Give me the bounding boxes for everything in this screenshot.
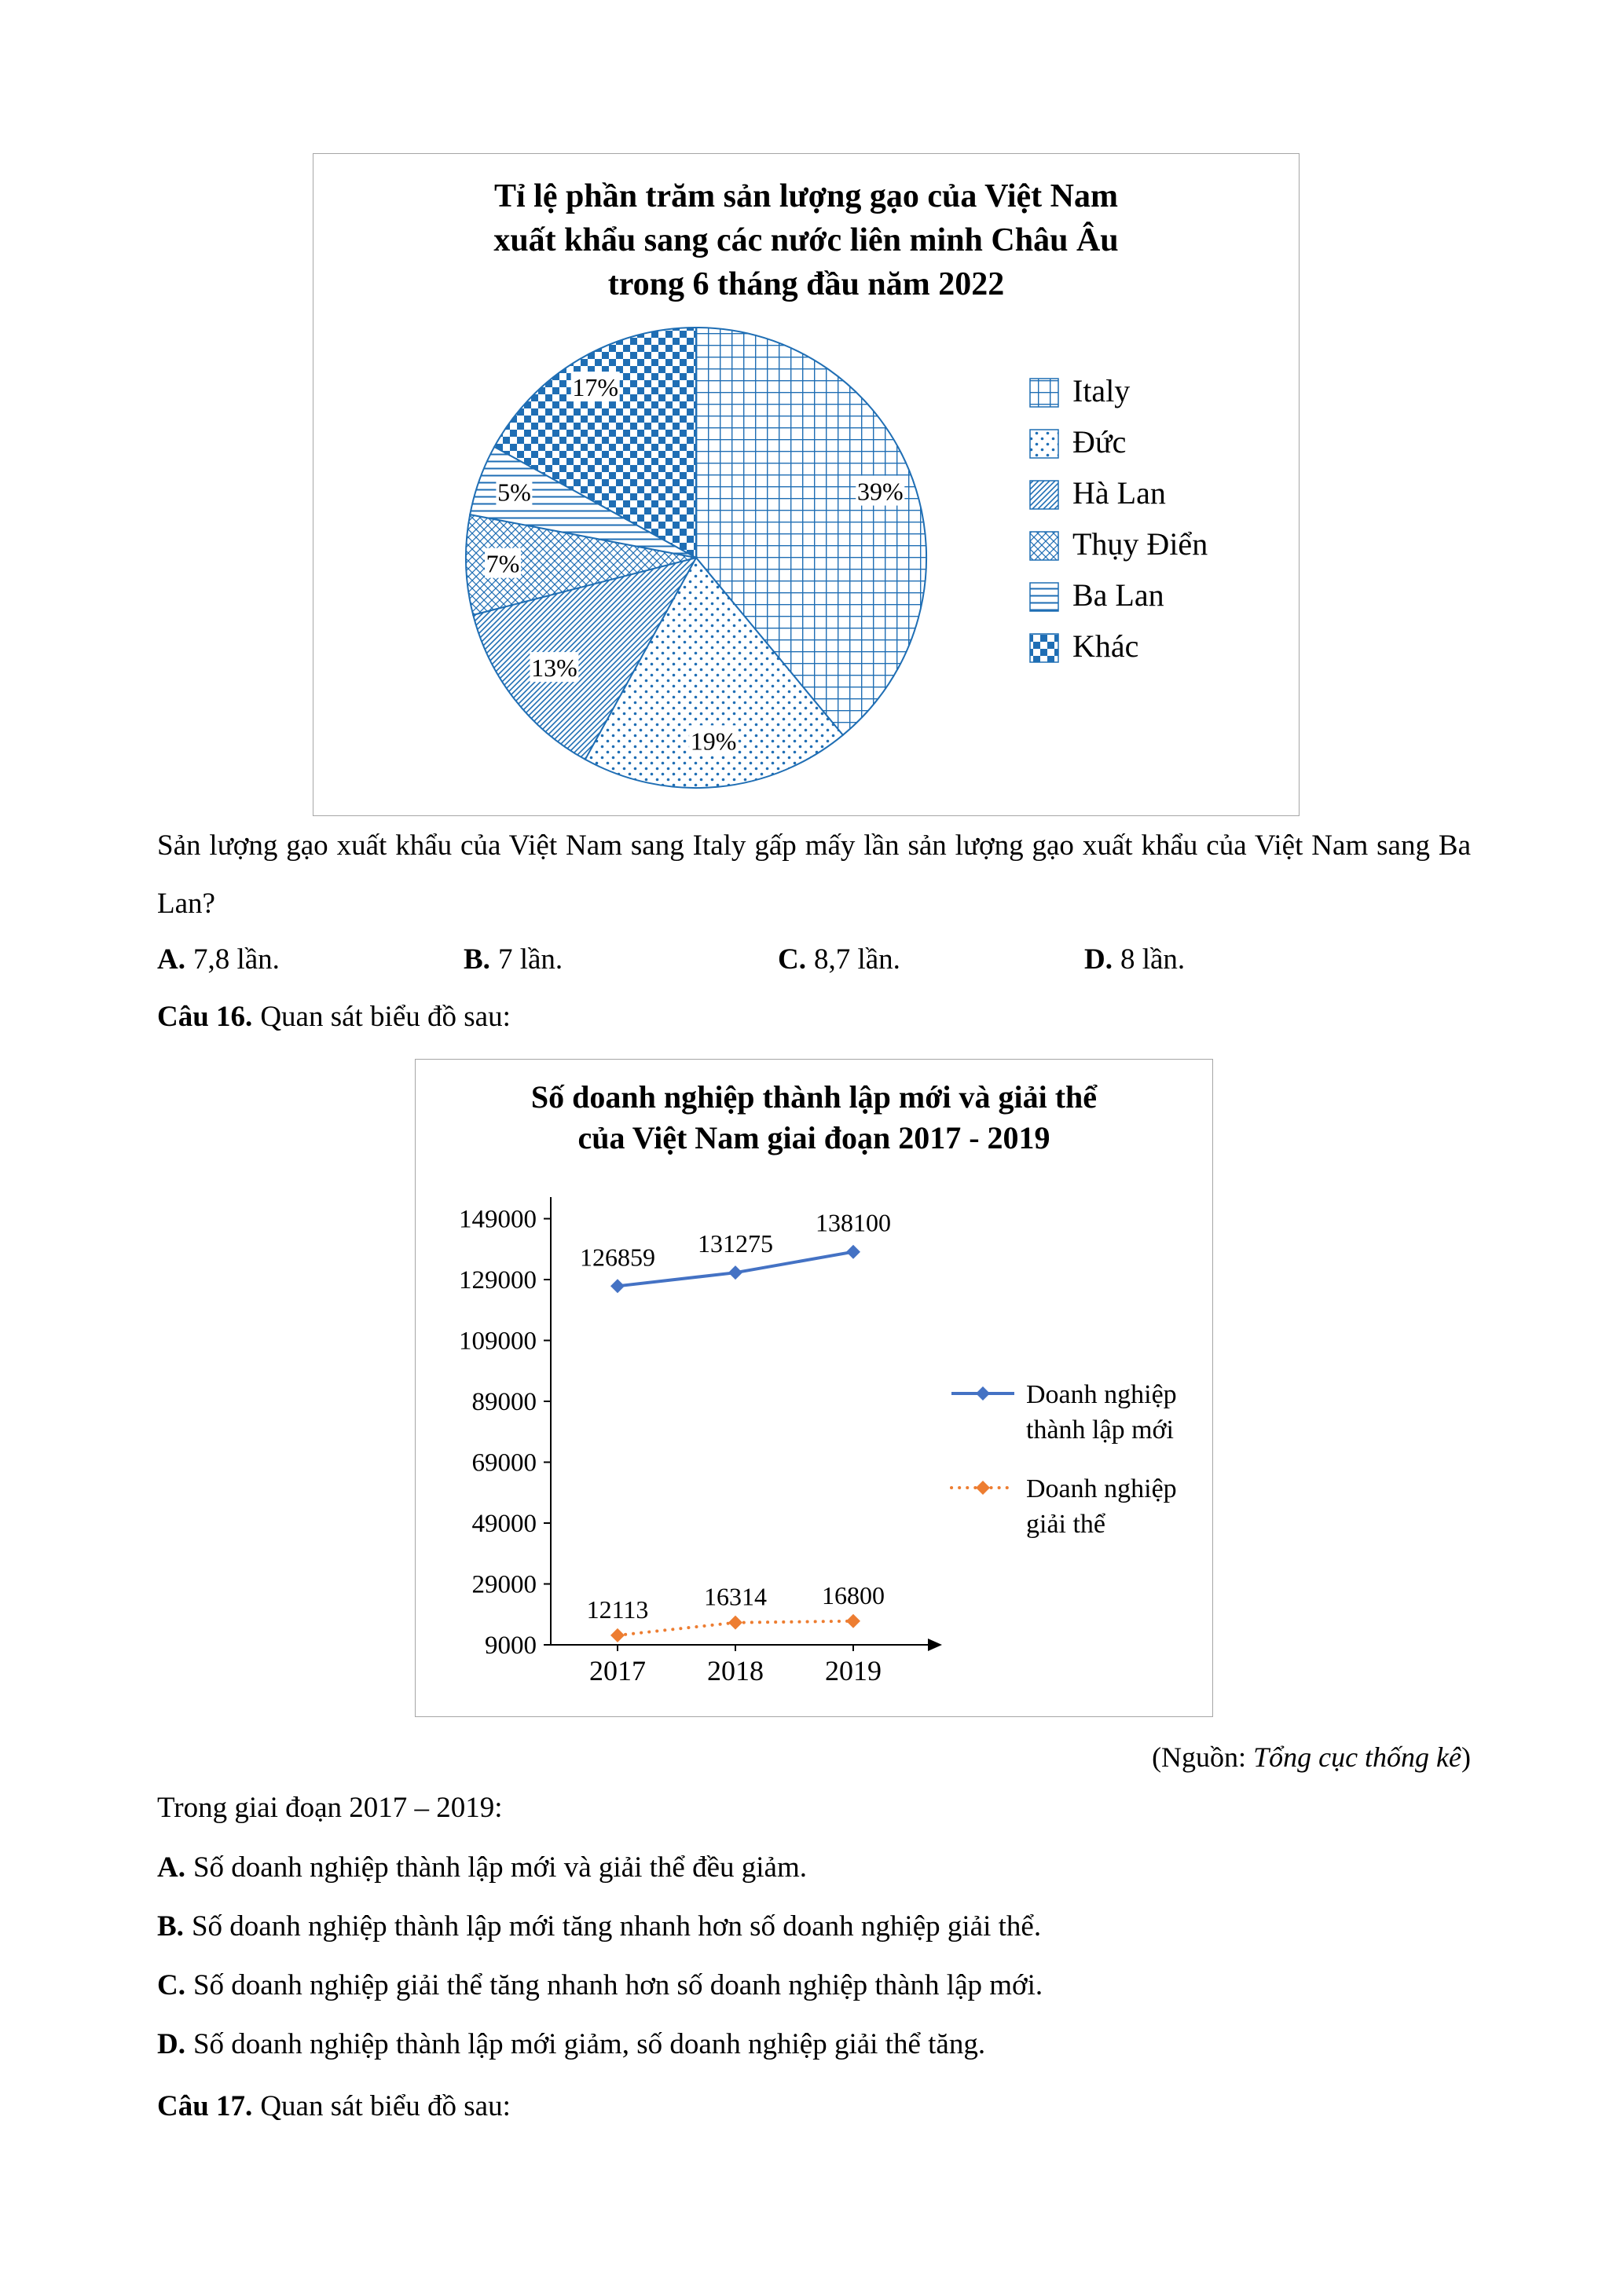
marker-diamond-icon — [610, 1279, 625, 1293]
question-instruction: Quan sát biểu đồ sau: — [260, 2090, 511, 2122]
pie-percent-label: 5% — [497, 478, 531, 507]
option-label: B. — [157, 1910, 184, 1943]
pie-chart-svg — [319, 309, 1293, 812]
pie-legend-item — [1030, 424, 1126, 460]
question-instruction: Quan sát biểu đồ sau: — [260, 1001, 511, 1033]
legend-label: Đức — [1072, 424, 1127, 460]
x-axis-arrow-icon — [928, 1639, 942, 1651]
y-tick-label: 89000 — [471, 1388, 537, 1416]
option-b — [157, 1897, 1493, 1956]
pie-chart — [313, 309, 1299, 816]
data-value-label: 16314 — [704, 1582, 767, 1611]
pie-chart-title — [313, 174, 1299, 306]
pie-title-line: Tỉ lệ phần trăm sản lượng gạo của Việt Nam — [493, 178, 1118, 214]
legend-label: Doanh nghiệp — [1026, 1474, 1177, 1503]
option-a — [157, 931, 280, 989]
option-label: C. — [778, 943, 806, 976]
pie-percent-label: 17% — [572, 373, 619, 402]
marker-diamond-icon — [846, 1614, 860, 1628]
option-text: 8,7 lần. — [813, 943, 900, 976]
question-number: Câu 17. — [157, 2090, 253, 2122]
pie-percent-label: 19% — [690, 727, 737, 756]
legend-label: Italy — [1072, 373, 1131, 408]
series-dissolved-enterprises — [587, 1581, 885, 1642]
source-prefix: (Nguồn: — [1152, 1741, 1254, 1773]
data-value-label: 138100 — [816, 1208, 891, 1237]
marker-diamond-icon — [610, 1628, 625, 1642]
legend-swatch-grid-icon — [1030, 379, 1058, 407]
option-text: Số doanh nghiệp thành lập mới tăng nhanh hơn số doanh nghiệp giải thể. — [191, 1910, 1042, 1943]
pie-legend-item — [1030, 373, 1130, 408]
option-text: 7,8 lần. — [192, 943, 280, 976]
option-a — [157, 1838, 1493, 1897]
marker-diamond-icon — [728, 1616, 742, 1630]
option-text: Số doanh nghiệp thành lập mới giảm, số doanh nghiệp giải thể tăng. — [192, 2028, 986, 2060]
option-label: D. — [157, 2028, 185, 2060]
data-value-label: 126859 — [580, 1243, 655, 1272]
legend-swatch-diag-icon — [1030, 481, 1058, 509]
pie-title-line: trong 6 tháng đầu năm 2022 — [607, 266, 1005, 302]
y-tick-label: 109000 — [459, 1327, 537, 1356]
legend-label: Ba Lan — [1072, 577, 1164, 613]
y-tick-label: 129000 — [459, 1266, 537, 1294]
option-label: D. — [1084, 943, 1113, 976]
data-value-label: 16800 — [822, 1580, 885, 1609]
line-legend-item — [951, 1380, 1177, 1445]
legend-label: thành lập mới — [1026, 1415, 1174, 1445]
line-chart-panel — [415, 1059, 1213, 1717]
option-c — [157, 1956, 1493, 2015]
question16-options — [157, 1838, 1493, 2074]
option-label: B. — [464, 943, 490, 976]
marker-diamond-icon — [728, 1265, 742, 1280]
legend-swatch-diagcross-icon — [1030, 532, 1058, 560]
line-chart — [416, 1162, 1212, 1700]
option-text: 8 lần. — [1120, 943, 1186, 976]
pie-percent-label: 39% — [856, 477, 904, 506]
legend-label: Hà Lan — [1072, 475, 1166, 511]
data-value-label: 131275 — [698, 1229, 773, 1258]
pie-legend-item — [1030, 628, 1138, 664]
option-label: A. — [157, 1851, 185, 1884]
y-tick-label: 49000 — [471, 1510, 537, 1538]
legend-swatch-hlines-icon — [1030, 583, 1058, 611]
pie-chart-panel — [313, 153, 1300, 816]
question17-heading — [157, 2078, 511, 2136]
x-tick-label: 2019 — [825, 1655, 882, 1686]
marker-diamond-icon — [846, 1245, 860, 1259]
marker-diamond-icon — [976, 1386, 990, 1401]
legend-label: Thụy Điển — [1072, 526, 1208, 562]
line-chart-svg — [417, 1162, 1211, 1696]
series-new-enterprises — [580, 1209, 891, 1294]
pie-legend-item — [1030, 475, 1166, 511]
y-tick-label: 149000 — [459, 1205, 537, 1234]
option-b — [464, 931, 563, 989]
x-tick-label: 2017 — [589, 1655, 646, 1686]
line-title-line: của Việt Nam giai đoạn 2017 - 2019 — [577, 1120, 1050, 1155]
line-title-line: Số doanh nghiệp thành lập mới và giải thể — [530, 1079, 1098, 1115]
marker-diamond-icon — [976, 1481, 990, 1495]
question-number: Câu 16. — [157, 1001, 253, 1033]
option-label: C. — [157, 1969, 185, 2001]
pie-legend-item — [1030, 526, 1208, 562]
option-text: Số doanh nghiệp thành lập mới và giải thể đều giảm. — [192, 1851, 807, 1884]
option-text: Số doanh nghiệp giải thể tăng nhanh hơn số doanh nghiệp thành lập mới. — [192, 1969, 1043, 2001]
question15-options — [157, 931, 1471, 989]
x-tick-label: 2018 — [707, 1655, 764, 1686]
pie-title-line: xuất khẩu sang các nước liên minh Châu Âu — [493, 222, 1119, 258]
y-tick-label: 69000 — [471, 1448, 537, 1478]
question15-stem: Sản lượng gạo xuất khẩu của Việt Nam sang Italy gấp mấy lần sản lượng gạo xuất khẩu của Việt Nam sang Ba Lan? — [157, 829, 1471, 920]
pie-percent-label: 7% — [486, 549, 520, 578]
legend-label: Khác — [1072, 628, 1139, 664]
source-name: Tổng cục thống kê — [1253, 1741, 1461, 1773]
pie-legend-item — [1030, 577, 1164, 613]
y-tick-label: 29000 — [471, 1570, 537, 1599]
chart-source-note — [157, 1728, 1471, 1786]
pie-percent-label: 13% — [531, 654, 577, 683]
line-legend-item — [951, 1474, 1177, 1539]
legend-label: giải thể — [1026, 1510, 1106, 1539]
legend-swatch-dots-icon — [1030, 430, 1058, 458]
y-tick-label: 9000 — [485, 1631, 537, 1660]
source-suffix: ) — [1461, 1741, 1471, 1773]
option-d — [1084, 931, 1185, 989]
line-chart-title — [416, 1077, 1212, 1159]
option-text: 7 lần. — [497, 943, 563, 976]
legend-swatch-checker-icon — [1030, 634, 1058, 662]
question16-heading — [157, 988, 511, 1046]
option-label: A. — [157, 943, 185, 976]
data-value-label: 12113 — [586, 1595, 649, 1624]
option-d — [157, 2015, 1493, 2074]
option-c — [778, 931, 900, 989]
question16-stem: Trong giai đoạn 2017 – 2019: — [157, 1792, 503, 1824]
legend-label: Doanh nghiệp — [1026, 1380, 1177, 1409]
